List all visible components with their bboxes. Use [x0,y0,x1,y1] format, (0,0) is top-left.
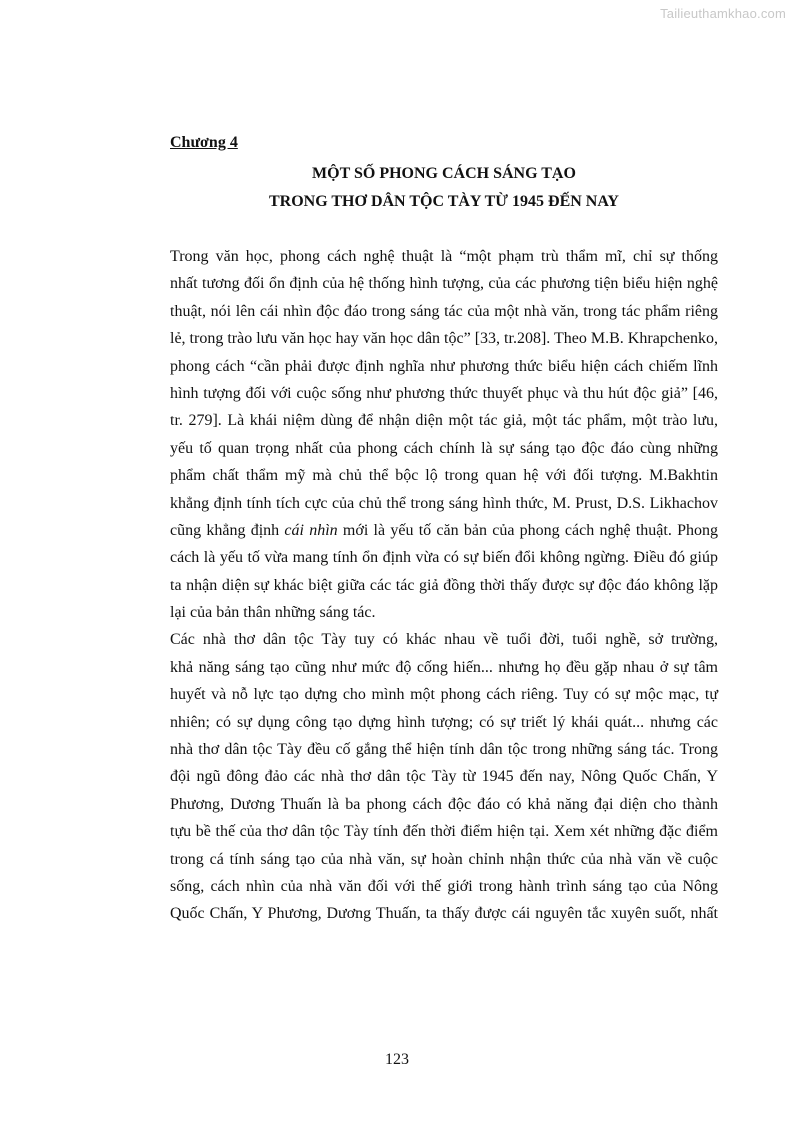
text-line [170,517,718,544]
text-line: Các nhà thơ dân tộc Tày tuy có khác nhau về tuổi đời, tuổi nghề, sở trường, [170,631,718,649]
text-line: thuật, nói lên cái nhìn độc đáo trong sáng tác của một nhà văn, trong tác phẩm riêng [170,302,718,320]
chapter-title-line-2: TRONG THƠ DÂN TỘC TÀY TỪ 1945 ĐẾN NAY [269,193,619,210]
text-line: ta nhận diện sự khác biệt giữa các tác giả đồng thời thấy được sự độc đáo không lặp [170,576,718,594]
text-line: khả năng sáng tạo cũng như mức độ cống hiến... nhưng họ đều gặp nhau ở sự tâm [170,658,718,676]
watermark: Tailieuthamkhao.com [660,6,786,21]
text-line: tr. 279]. Là khái niệm dùng để nhận diện một tác giả, một tác phẩm, một trào lưu, [170,412,718,430]
text-line: lẻ, trong trào lưu văn học hay văn học dân tộc” [33, tr.208]. Theo M.B. Khrapchenko, [170,330,718,348]
text-line: Trong văn học, phong cách nghệ thuật là “một phạm trù thẩm mĩ, chỉ sự thống [170,248,718,265]
text-line: cách là yếu tố vừa mang tính ổn định vừa có sự biến đổi không ngừng. Điều đó giúp [170,549,718,567]
chapter-title-line-1: MỘT SỐ PHONG CÁCH SÁNG TẠO [312,165,576,182]
text-line: tựu bề thế của thơ dân tộc Tày tính đến thời điểm hiện tại. Xem xét những đặc điểm [170,823,718,841]
text-line: Quốc Chấn, Y Phương, Dương Thuấn, ta thấy được cái nguyên tắc xuyên suốt, nhất [170,905,718,923]
text-line: khẳng định tính tích cực của chủ thể trong sáng hình thức, M. Prust, D.S. Likhachov [170,494,718,512]
italic-term: cái nhìn [284,521,338,539]
chapter-heading: Chương 4 [170,134,238,151]
body-text [170,243,718,928]
text-line: đội ngũ đông đảo các nhà thơ dân tộc Tày từ 1945 đến nay, Nông Quốc Chấn, Y [170,768,718,786]
text-line: sống, cách nhìn của nhà văn đối với thế giới trong hành trình sáng tạo của Nông [170,877,718,895]
page-number: 123 [385,1051,409,1068]
text-line: trong cá tính sáng tạo của nhà văn, sự hoàn chỉnh nhận thức của nhà văn về cuộc [170,850,718,868]
text-fragment: mới là yếu tố căn bản của phong cách nghệ thuật. Phong [337,521,718,539]
text-line: Phương, Dương Thuấn là ba phong cách độc đáo có khả năng đại diện cho thành [170,795,718,813]
text-line: hình tượng đối với cuộc sống như phương thức thuyết phục và thu hút độc giả” [46, [170,384,718,402]
text-line: phẩm chất thẩm mỹ mà chủ thể bộc lộ trong quan hệ với đối tượng. M.Bakhtin [170,467,718,485]
text-line: huyết và nỗ lực tạo dựng cho mình một phong cách riêng. Tuy có sự mộc mạc, tự [170,686,718,704]
text-line: nhà thơ dân tộc Tày đều cố gắng thể hiện tính dân tộc trong những sáng tác. Trong [170,741,718,759]
text-line: yếu tố quan trọng nhất của phong cách chính là sự sáng tạo độc đáo cùng những [170,439,718,457]
text-line: nhiên; có sự dụng công tạo dựng hình tượng; có sự triết lý khái quát... nhưng các [170,713,718,731]
text-fragment: cũng khẳng định [170,521,285,539]
text-line: nhất tương đối ổn định của hệ thống hình tượng, của các phương tiện biểu hiện nghệ [170,275,718,293]
text-line: lại của bản thân những sáng tác. [170,604,376,622]
text-line: phong cách “cần phải được định nghĩa như phương thức biểu hiện cách chiếm lĩnh [170,357,718,375]
